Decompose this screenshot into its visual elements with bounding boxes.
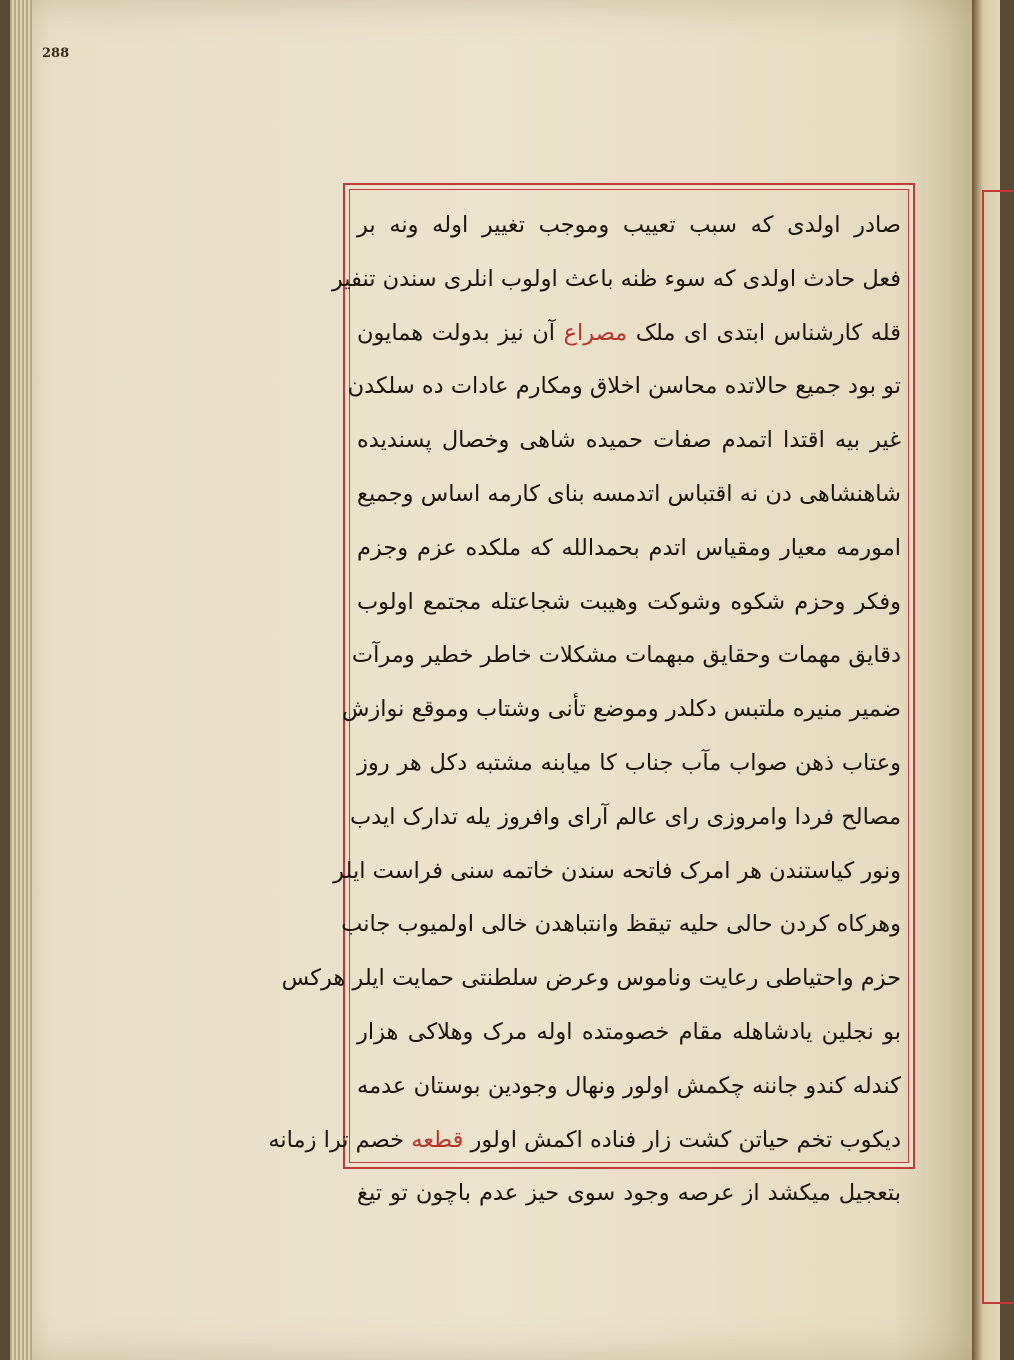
text-line: مصالح فردا وامروزی رای عالم آرای وافروز یله تدارک ایدب	[350, 803, 901, 830]
text-line: تو بود جمیع حالاتده محاسن اخلاق ومکارم عادات ده سلکدن	[347, 373, 901, 400]
text-line: دیکوب تخم حیاتن کشت زار فناده اکمش اولور قطعه خصم ترا زمانه	[268, 1126, 901, 1153]
text-line: صادر اولدی که سبب تعییب وموجب تغییر اوله ونه بر	[357, 212, 901, 238]
text-line: وفکر وحزم شکوه وشوکت وهیبت شجاعتله مجتمع اولوب	[357, 588, 901, 615]
text-line: شاهنشاهی دن نه اقتباس اتدمسه بنای کارمه اساس وجمیع	[357, 480, 901, 507]
folio-number: 288	[42, 46, 70, 61]
text-line: ضمیر منیره ملتبس دکلدر وموضع تأنی وشتاب وموقع نوازش	[341, 696, 901, 723]
text-line: کندله کندو جاننه چکمش اولور ونهال وجودین بوستان عدمه	[357, 1072, 901, 1099]
text-block	[268, 199, 902, 1207]
text-line: وعتاب ذهن صواب مآب جناب کا میابنه مشتبه دکل هر روز	[357, 749, 901, 776]
text-line: حزم واحتیاطی رعایت وناموس وعرض سلطنتی حمایت ایلر هرکس	[281, 965, 901, 992]
text-line: وهرکاه کردن حالی حلیه تیقظ وانتباهدن خالی اولمیوب جانب	[341, 911, 901, 938]
text-line: دقایق مهمات وحقایق مبهمات مشکلات خاطر خطیر ومرآت	[351, 642, 901, 669]
rubric-heading: قطعه	[411, 1126, 464, 1153]
facing-page-frame	[982, 190, 1014, 1304]
manuscript-page	[10, 0, 974, 1360]
page-stack-edge	[10, 0, 32, 1360]
ruled-text-frame	[268, 183, 915, 1207]
facing-page-edge	[972, 0, 1000, 1360]
rubric-heading: مصراع	[563, 319, 628, 346]
text-line: امورمه معیار ومقیاس اتدم بحمدالله که ملکده عزم وجزم	[357, 534, 901, 561]
text-line: ونور کیاستندن هر امرک فاتحه سندن خاتمه سنی فراست ایلر	[333, 857, 901, 884]
text-line: غیر بیه اقتدا اتمدم صفات حمیده شاهی وخصال پسندیده	[357, 427, 901, 454]
text-line: بو نجلین یادشاهله مقام خصومتده اوله مرک وهلاکی هزار	[357, 1018, 901, 1045]
text-line: قله کارشناس ابتدی ای ملک مصراع آن نیز بدولت همایون	[357, 319, 902, 346]
text-line: بتعجیل میکشد از عرصه وجود سوی حیز عدم باچون تو تیغ	[357, 1180, 901, 1207]
text-line: فعل حادث اولدی که سوء ظنه باعث اولوب انلری سندن تنفیر	[331, 265, 901, 292]
